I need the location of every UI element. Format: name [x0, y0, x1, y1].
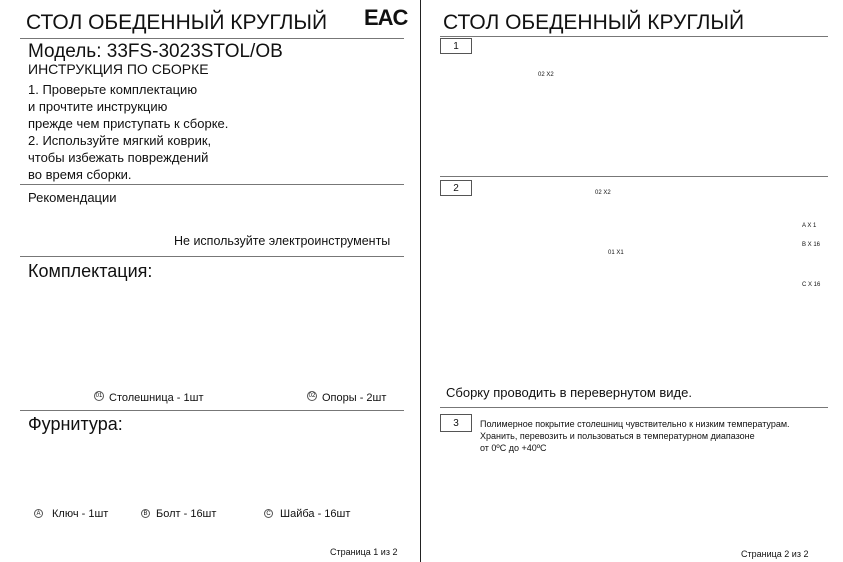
step-number-box: 1	[440, 38, 472, 54]
callout-label: 02 X2	[538, 72, 554, 78]
step1-line: 1. Проверьте комплектацию	[28, 82, 198, 97]
no-power-tools-label: Не используйте электроинструменты	[174, 234, 391, 248]
hardware-code-badge: B	[141, 509, 150, 518]
instruction-heading: ИНСТРУКЦИЯ ПО СБОРКЕ	[28, 61, 209, 77]
divider	[440, 407, 828, 408]
step3-line: Полимерное покрытие столешниц чувствительно к низким температурам.	[480, 419, 790, 429]
hardware-label-bolt: Болт - 16шт	[156, 508, 217, 520]
divider	[20, 256, 404, 257]
part-label-legs: Опоры - 2шт	[322, 392, 387, 404]
divider	[20, 184, 404, 185]
detail-label-c: C X 16	[802, 282, 821, 288]
step2-line: чтобы избежать повреждений	[28, 150, 209, 165]
callout-label: 02 X2	[595, 190, 611, 196]
page2-title: СТОЛ ОБЕДЕННЫЙ КРУГЛЫЙ	[443, 11, 745, 34]
step-number-box: 2	[440, 180, 472, 196]
divider	[440, 36, 828, 37]
hardware-label-washer: Шайба - 16шт	[280, 508, 351, 520]
step3-line: Хранить, перевозить и пользоваться в температурном диапазоне	[480, 431, 755, 441]
page-number: Страница 2 из 2	[741, 549, 809, 559]
divider	[20, 38, 404, 39]
detail-label-a: A X 1	[802, 223, 817, 229]
eac-logo: EAC	[364, 5, 408, 30]
page-divider	[420, 0, 421, 562]
step2-line: во время сборки.	[28, 167, 132, 182]
part-code-badge: 01	[95, 393, 103, 399]
step1-line: прежде чем приступать к сборке.	[28, 116, 229, 131]
step2-text	[28, 132, 211, 183]
hardware-heading: Фурнитура:	[28, 414, 123, 434]
callout-label: 01 X1	[608, 250, 624, 256]
divider	[440, 176, 828, 177]
part-code-badge: 02	[308, 393, 316, 399]
table-top	[210, 61, 374, 109]
step3-line: от 0ºС до +40ºС	[480, 443, 547, 453]
step-number-box: 3	[440, 414, 472, 432]
kit-heading: Комплектация:	[28, 261, 153, 281]
divider	[20, 410, 404, 411]
hardware-label-key: Ключ - 1шт	[52, 508, 109, 520]
detail-label-b: B X 16	[802, 242, 821, 248]
model-label: Модель: 33FS-3023STOL/OB	[28, 41, 283, 62]
step2-line: 2. Используйте мягкий коврик,	[28, 133, 212, 148]
page-number: Страница 1 из 2	[330, 547, 398, 557]
recommendations-label: Рекомендации	[28, 190, 117, 205]
upside-down-note: Сборку проводить в перевернутом виде.	[446, 385, 692, 400]
page1-title: СТОЛ ОБЕДЕННЫЙ КРУГЛЫЙ	[26, 11, 328, 34]
step1-line: и прочтите инструкцию	[28, 99, 168, 114]
hardware-code-badge: C	[264, 509, 273, 518]
hardware-code-badge: A	[34, 509, 43, 518]
step1-text	[28, 81, 228, 132]
part-label-tabletop: Столешница - 1шт	[109, 392, 204, 404]
